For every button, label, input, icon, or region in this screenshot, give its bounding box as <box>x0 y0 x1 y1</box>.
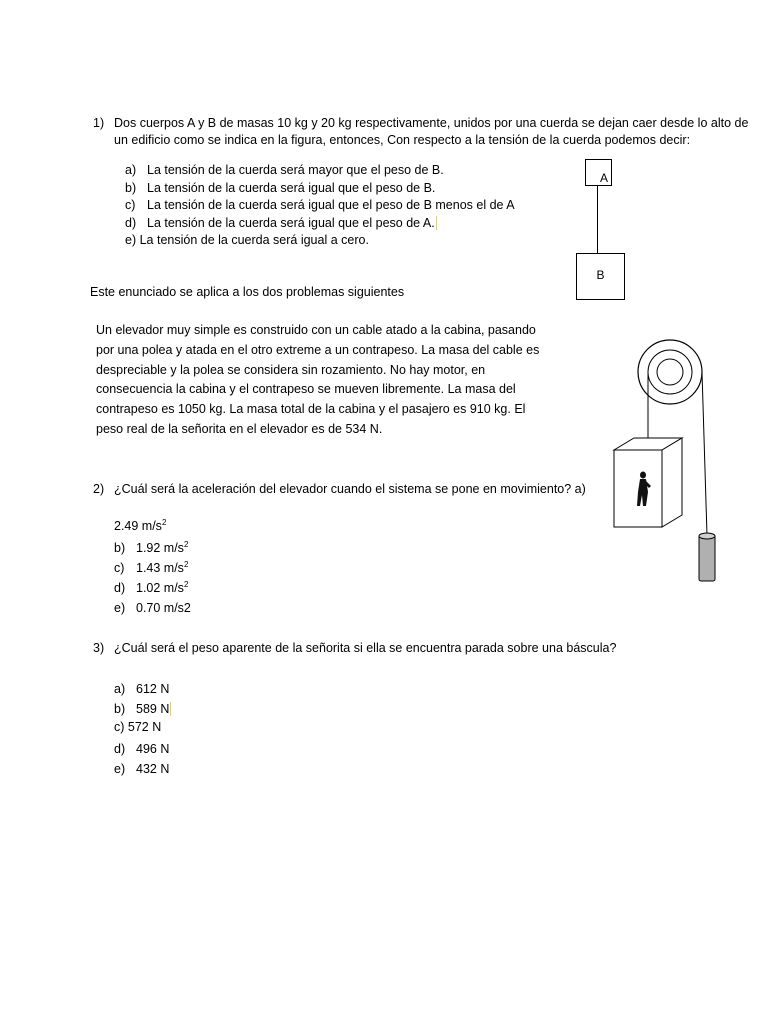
block-b: B <box>576 253 625 300</box>
q3-option-e: e) 432 N <box>114 762 170 776</box>
q1-option-b: b) La tensión de la cuerda será igual que el peso de B. <box>125 180 436 195</box>
cabin-front <box>614 450 662 527</box>
q2-option-e: e) 0.70 m/s2 <box>114 601 191 615</box>
counterweight <box>699 535 715 581</box>
q1-option-d: d) La tensión de la cuerda será igual que el peso de A. <box>125 215 435 230</box>
block-a: A <box>585 159 612 186</box>
q1-option-c: c) La tensión de la cuerda será igual que el peso de B menos el de A <box>125 198 515 212</box>
q1-number: 1) <box>93 116 105 130</box>
q1-text-line2: un edificio como se indica en la figura, entonces, Con respecto a la tensión de la cuerda podemos decir: <box>114 133 691 147</box>
elevator-figure <box>600 338 740 588</box>
q1-option-e: e) La tensión de la cuerda será igual a cero. <box>125 233 369 247</box>
q2-option-d: d) 1.02 $m/s^2$ <box>114 579 189 595</box>
q2-option-b: b) 1.92 $m/s^2$ <box>114 539 189 555</box>
q2-option-a-value: 2.49 $m/s^2$ <box>114 517 167 533</box>
q3-option-a: a) 612 N <box>114 682 170 696</box>
q1-option-a: a) La tensión de la cuerda será mayor que el peso de B. <box>125 163 444 177</box>
rope <box>597 185 598 254</box>
q3-option-d: d) 496 N <box>114 742 170 756</box>
q1-text-line1: Dos cuerpos A y B de masas 10 kg y 20 kg respectivamente, unidos por una cuerda se dejan caer desde lo alto de <box>114 116 749 130</box>
shared-heading: Este enunciado se aplica a los dos problemas siguientes <box>90 285 405 299</box>
counterweight-top <box>699 533 715 539</box>
q3-question: ¿Cuál será el peso aparente de la señorita si ella se encuentra parada sobre una báscula? <box>114 641 617 655</box>
q3-option-b: b) 589 N <box>114 702 170 716</box>
q3-option-c: c) 572 N <box>114 720 162 734</box>
pulley-hub <box>657 359 683 385</box>
cable-right <box>702 372 707 535</box>
shared-paragraph: Un elevador muy simple es construido con un cable atado a la cabina, pasando por una polea y atada en el otro extreme a un contrapeso. La masa del cable es despreciable y la polea se considera sin rozamiento. No hay motor, en consecuencia la cabina y el contrapeso se mueven libremente. La masa del contrapeso es 1050 kg. La masa total de la cabina y el pasajero es 910 kg. El peso real de la señorita en el elevador es de 534 N. <box>96 323 540 436</box>
q2-option-c: c) 1.43 $m/s^2$ <box>114 559 189 575</box>
cabin-side <box>662 438 682 527</box>
q3-number: 3) <box>93 641 105 655</box>
q2-question: ¿Cuál será la aceleración del elevador cuando el sistema se pone en movimiento? a) <box>114 482 586 496</box>
q2-number: 2) <box>93 482 105 496</box>
